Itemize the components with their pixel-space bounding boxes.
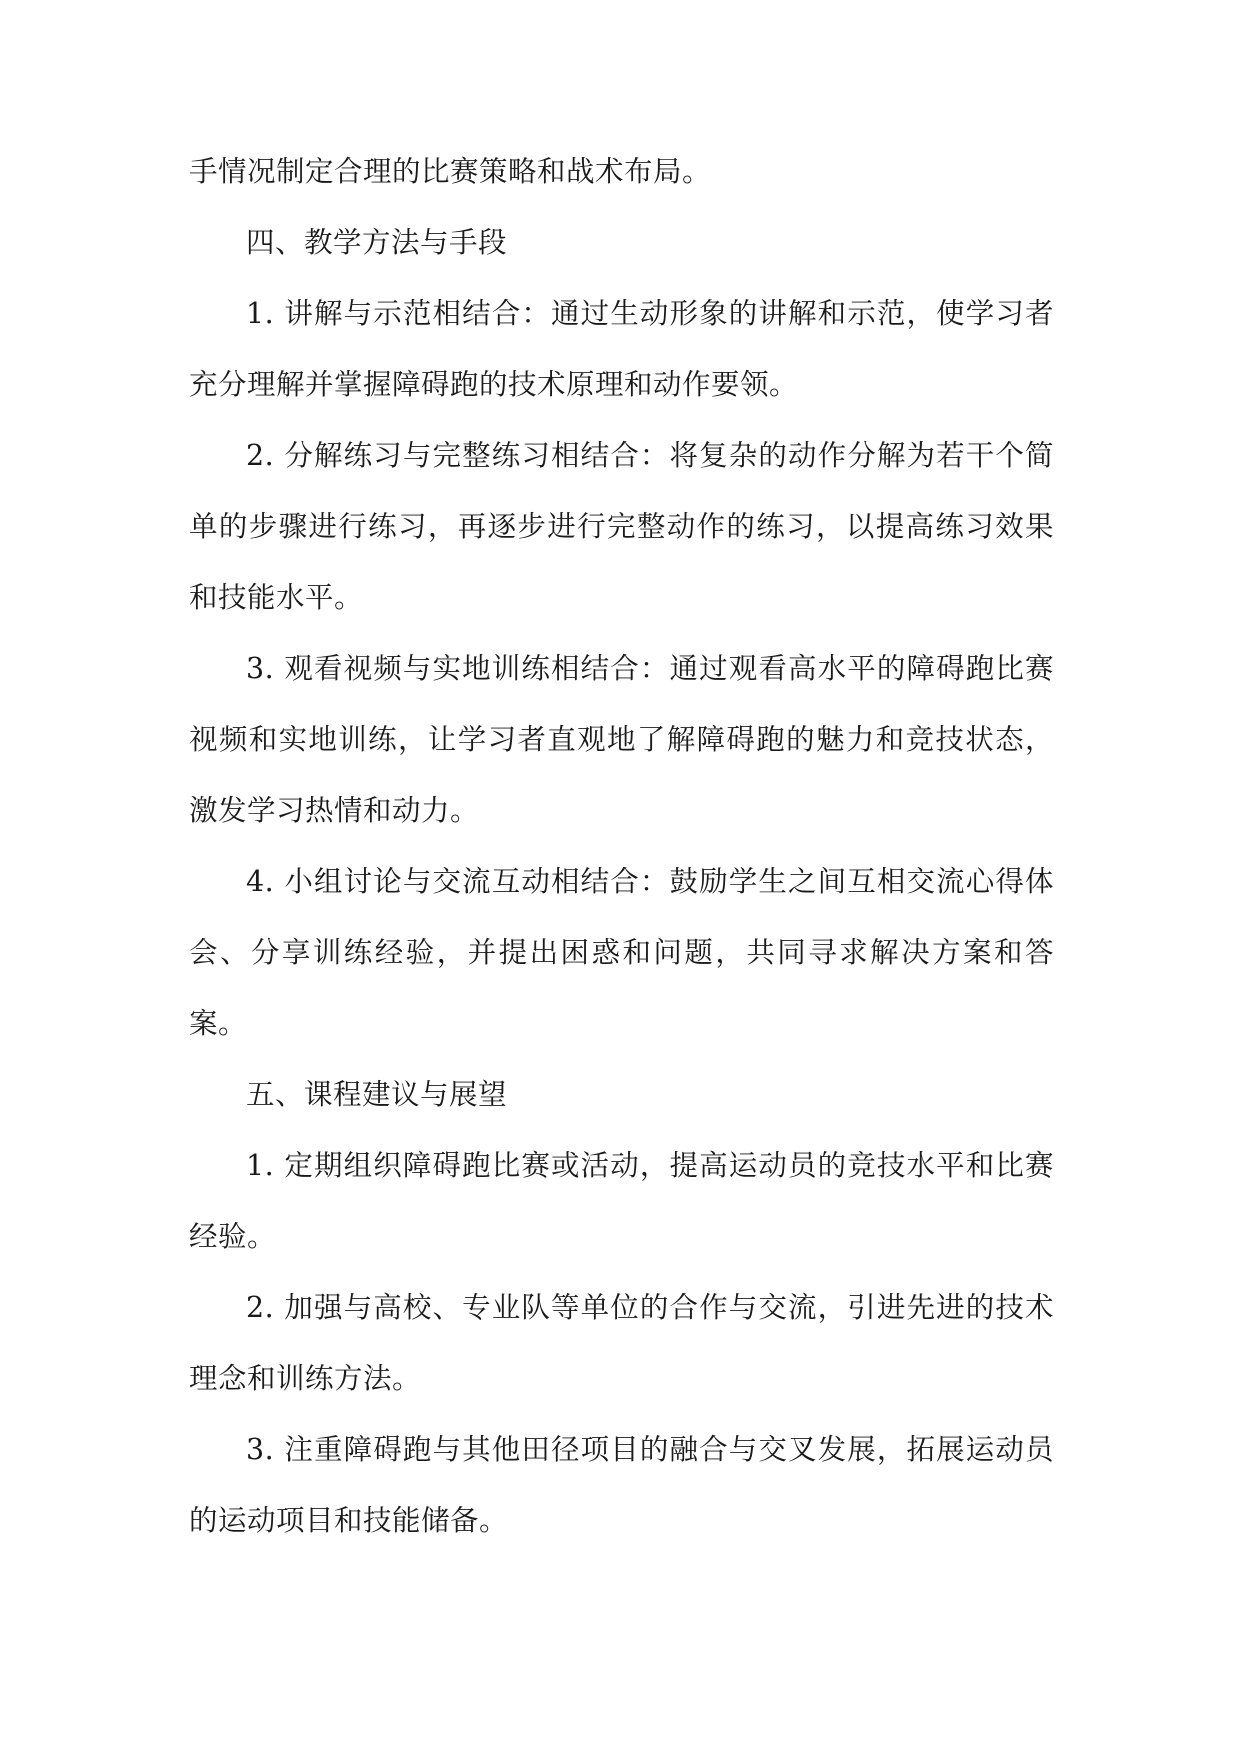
- list-item-regular-competitions: 1. 定期组织障碍跑比赛或活动，提高运动员的竞技水平和比赛经验。: [189, 1149, 1054, 1253]
- list-item-group-discussion: 4. 小组讨论与交流互动相结合：鼓励学生之间互相交流心得体会、分享训练经验，并提出困惑和问题，共同寻求解决方案和答案。: [189, 865, 1054, 1040]
- section-heading-suggestions: 五、课程建议与展望: [246, 1078, 508, 1111]
- section-heading-teaching-methods: 四、教学方法与手段: [246, 226, 508, 259]
- list-item-decompose-practice: 2. 分解练习与完整练习相结合：将复杂的动作分解为若干个简单的步骤进行练习，再逐步进行完整动作的练习，以提高练习效果和技能水平。: [189, 439, 1054, 614]
- list-item-integration: 3. 注重障碍跑与其他田径项目的融合与交叉发展，拓展运动员的运动项目和技能储备。: [189, 1433, 1054, 1537]
- list-item-cooperation: 2. 加强与高校、专业队等单位的合作与交流，引进先进的技术理念和训练方法。: [189, 1291, 1054, 1395]
- document-body: [189, 136, 1054, 1556]
- list-item-explain-demonstrate: 1. 讲解与示范相结合：通过生动形象的讲解和示范，使学习者充分理解并掌握障碍跑的技术原理和动作要领。: [189, 297, 1054, 401]
- list-item-video-training: 3. 观看视频与实地训练相结合：通过观看高水平的障碍跑比赛视频和实地训练，让学习者直观地了解障碍跑的魅力和竞技状态，激发学习热情和动力。: [189, 652, 1054, 827]
- paragraph-continuation: 手情况制定合理的比赛策略和战术布局。: [189, 155, 712, 188]
